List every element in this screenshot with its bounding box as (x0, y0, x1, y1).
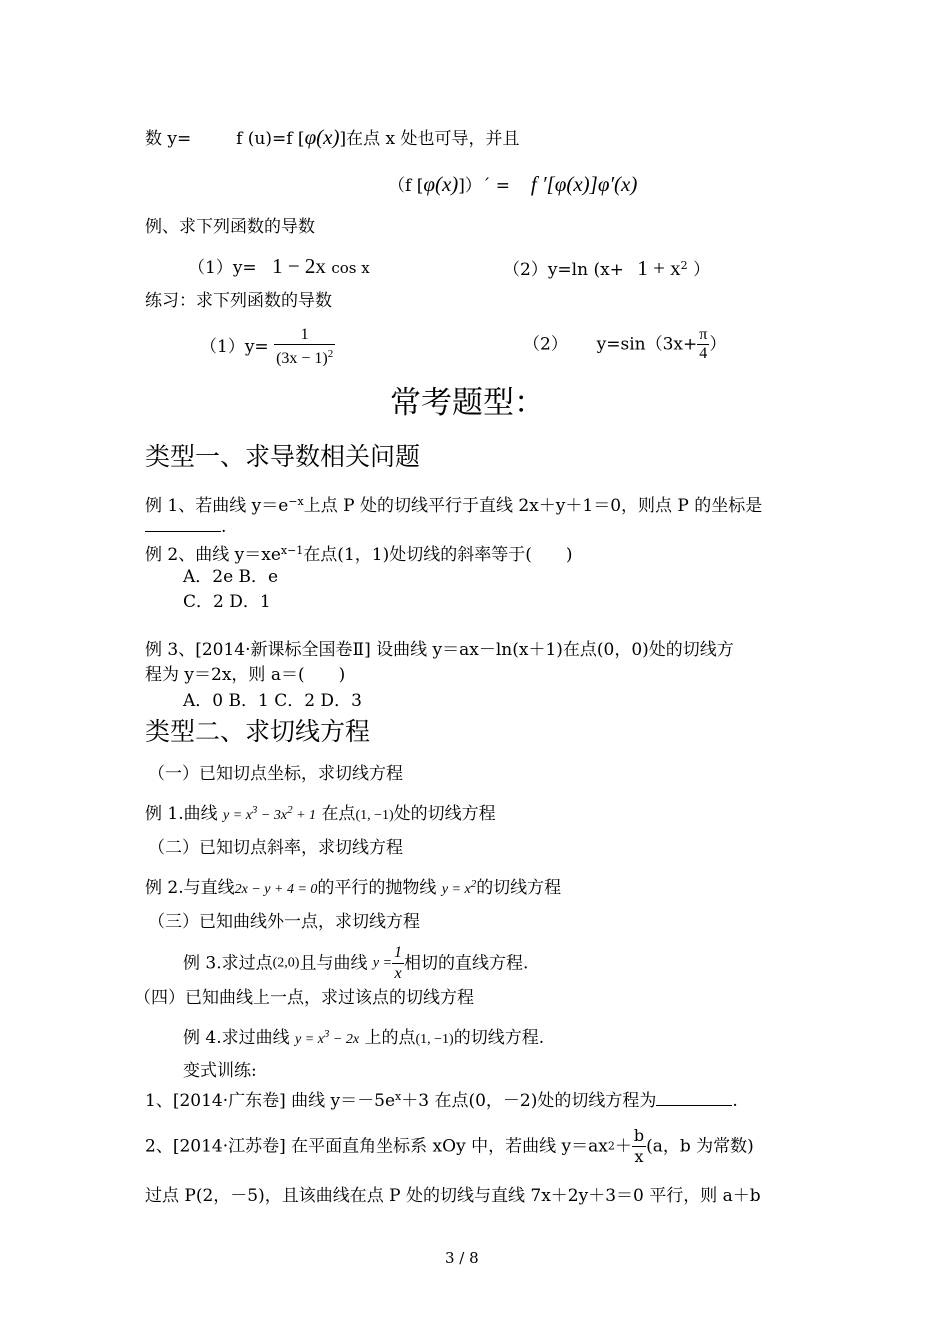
type2-ex4-sup: 3 (323, 1028, 330, 1040)
example-item-2-label: （2）y=ln (x+ (503, 260, 624, 280)
variant-2-a: 2、[2014·江苏卷] 在平面直角坐标系 xOy 中，若曲线 y＝ax (145, 1136, 608, 1157)
formula-rhs-phi: [φ(x)] (546, 172, 598, 196)
example-item-1-label: （1）y= (188, 258, 257, 278)
variant-1-answer-blank[interactable] (656, 1089, 732, 1106)
practice-item-1 (200, 326, 335, 368)
type2-ex3-denominator: x (392, 963, 404, 984)
type2-ex2-sup: 2 (470, 878, 477, 890)
type2-ex2-math: 2x − y + 4 = 0 (234, 882, 318, 897)
intro-suffix: 在点 x 处也可导，并且 (346, 129, 520, 149)
type2-section-3: （三）已知曲线外一点，求切线方程 (148, 912, 420, 932)
type1-example-1-answer (145, 515, 226, 538)
practice-item-2-denominator: 4 (697, 344, 709, 363)
type2-ex1-point: (1, −1) (355, 808, 394, 823)
type2-ex3-point: (2,0) (272, 955, 300, 971)
type2-ex2-math2-base: y = x (441, 882, 471, 897)
type2-ex1-c: 处的切线方程 (393, 804, 496, 824)
variant-1 (145, 1086, 738, 1112)
formula-lhs-close: ]）´ = (458, 176, 511, 196)
type2-ex2-a: 例 2.与直线 (145, 878, 235, 898)
practice-item-1-den-base: (3x − 1) (276, 350, 328, 367)
type1-ex2-a: 例 2、曲线 y＝xe (145, 545, 281, 565)
type1-ex3-b: ) (338, 665, 346, 685)
chain-rule-formula (388, 173, 637, 197)
type1-ex1-sup: −x (288, 495, 304, 508)
type1-example-2 (145, 540, 572, 566)
type1-example-1 (145, 491, 762, 517)
variant-2-plus: ＋ (614, 1136, 632, 1157)
variant-1-a: 1、[2014·广东卷] 曲线 y＝－5e (145, 1091, 396, 1111)
practice-item-1-label: （1）y= (200, 337, 269, 357)
practice-item-1-fraction (274, 326, 335, 368)
variant-2-line-2: 过点 P(2，－5)，且该曲线在点 P 处的切线与直线 7x＋2y＋3＝0 平行，则 a＋b (145, 1186, 761, 1206)
type2-ex3-fraction (392, 943, 404, 984)
variant-1-sup: x (395, 1090, 402, 1103)
practice-item-2-fraction (697, 326, 709, 363)
type2-ex2-b: 的平行的抛物线 (317, 878, 437, 898)
variant-2-b: (a，b 为常数) (646, 1136, 754, 1157)
formula-lhs-phi: φ(x) (423, 172, 459, 196)
formula-rhs-phi2: φ′(x) (597, 172, 638, 196)
type1-ex2-options-1: A．2e B．e (183, 567, 279, 587)
example-item-2-sup: 2 (680, 259, 688, 272)
type1-ex1-end: . (221, 517, 227, 537)
type1-ex2-options-2: C．2 D．1 (183, 592, 271, 612)
type2-ex4-c: 的切线方程. (453, 1028, 545, 1048)
type2-ex3-numerator: 1 (394, 944, 403, 961)
practice-item-1-den-sup: 2 (327, 348, 334, 360)
type1-example-3-line2 (145, 664, 345, 686)
type2-ex4-a: 例 4.求过曲线 (183, 1028, 290, 1048)
type2-ex4-math (295, 1028, 360, 1047)
intro-prefix: 数 y= (145, 129, 192, 149)
type2-ex4-point: (1, −1) (415, 1032, 454, 1047)
example-item-2-expr: 1 + x (637, 256, 681, 280)
type2-ex1-math-b: − 3x (257, 808, 288, 823)
main-heading: 常考题型： (390, 385, 545, 421)
example-item-2-tail: ） (693, 260, 711, 280)
variant-1-b: ＋3 在点(0，－2)处的切线方程为 (401, 1091, 657, 1111)
type2-ex1-sup2: 2 (287, 804, 293, 816)
practice-item-1-denominator (274, 344, 335, 368)
answer-blank[interactable] (145, 515, 221, 532)
type1-ex2-c: ) (565, 545, 573, 565)
type2-ex1-math-c: + 1 (292, 808, 317, 823)
formula-lhs: （f [ (388, 176, 424, 196)
variant-2-line-1 (145, 1126, 754, 1167)
example-item-1-tail: cos x (331, 259, 370, 277)
variants-heading: 变式训练: (183, 1061, 257, 1081)
practice-item-2 (523, 326, 726, 363)
type2-example-4 (183, 1023, 544, 1051)
variant-1-end: . (732, 1091, 738, 1111)
type2-ex1-math-a: y = x (223, 808, 252, 823)
type2-ex3-c: 相切的直线方程. (404, 953, 529, 974)
type2-section-1: （一）已知切点坐标，求切线方程 (148, 764, 403, 784)
intro-phi: φ(x) (304, 125, 340, 149)
type2-ex2-math2 (441, 878, 477, 897)
variant-2-denominator: x (632, 1146, 646, 1167)
intro-line-1 (145, 126, 520, 150)
intro-expr: f (u)=f [ (236, 129, 305, 149)
example-item-2 (503, 255, 710, 281)
type2-ex3-a: 例 3.求过点 (183, 953, 273, 974)
practice-item-2-label: （2） (523, 334, 568, 355)
type2-ex4-b: 上的点 (364, 1028, 416, 1048)
variant-2-fraction (632, 1126, 646, 1167)
type2-ex1-b: 在点 (321, 804, 356, 824)
type2-heading: 类型二、求切线方程 (145, 717, 371, 746)
example-item-1 (188, 255, 370, 279)
type1-ex2-sup: x−1 (280, 544, 304, 557)
type1-heading: 类型一、求导数相关问题 (145, 442, 421, 471)
practice-heading: 练习：求下列函数的导数 (145, 291, 332, 311)
variant-2-numerator: b (633, 1126, 645, 1145)
intro-close: ] (339, 129, 347, 149)
example-item-1-expr: 1 − 2x (272, 254, 326, 278)
type2-example-3 (183, 943, 528, 984)
practice-item-2-tail: ） (709, 334, 727, 355)
type1-example-3-line1: 例 3、[2014·新课标全国卷Ⅱ] 设曲线 y＝ax－ln(x＋1)在点(0，0)处的切线方 (145, 640, 734, 660)
example-heading: 例、求下列函数的导数 (145, 217, 315, 237)
type2-ex1-a: 例 1.曲线 (145, 804, 218, 824)
variant-2-sup: 2 (607, 1139, 615, 1153)
practice-item-2-text: y=sin（3x+ (596, 334, 698, 355)
type2-ex4-math-a: y = x (295, 1032, 324, 1047)
type1-ex1-b: 上点 P 处的切线平行于直线 2x＋y＋1＝0，则点 P 的坐标是 (303, 496, 763, 516)
type1-ex3-options: A．0 B．1 C．2 D．3 (183, 691, 362, 711)
practice-item-1-numerator: 1 (300, 326, 309, 343)
type2-ex4-math-b: − 2x (329, 1032, 360, 1047)
type2-ex1-sup1: 3 (251, 804, 258, 816)
formula-rhs-f: f ′ (530, 172, 547, 196)
type1-ex1-a: 例 1、若曲线 y＝e (145, 496, 289, 516)
type1-ex2-b: 在点(1，1)处切线的斜率等于( (303, 545, 532, 565)
type2-ex2-c: 的切线方程 (476, 878, 562, 898)
type2-ex1-math (223, 804, 317, 823)
type2-example-1 (145, 799, 496, 827)
type2-ex3-b: 且与曲线 (299, 953, 368, 974)
page-number: 3 / 8 (445, 1249, 479, 1267)
type2-ex3-y: y = (372, 955, 393, 971)
type2-section-2: （二）已知切点斜率，求切线方程 (148, 838, 403, 858)
type2-example-2 (145, 873, 561, 901)
type2-section-4: （四）已知曲线上一点，求过该点的切线方程 (134, 988, 474, 1008)
practice-item-2-numerator: π (699, 326, 708, 343)
type1-ex3-a: 程为 y＝2x，则 a＝( (145, 665, 305, 685)
